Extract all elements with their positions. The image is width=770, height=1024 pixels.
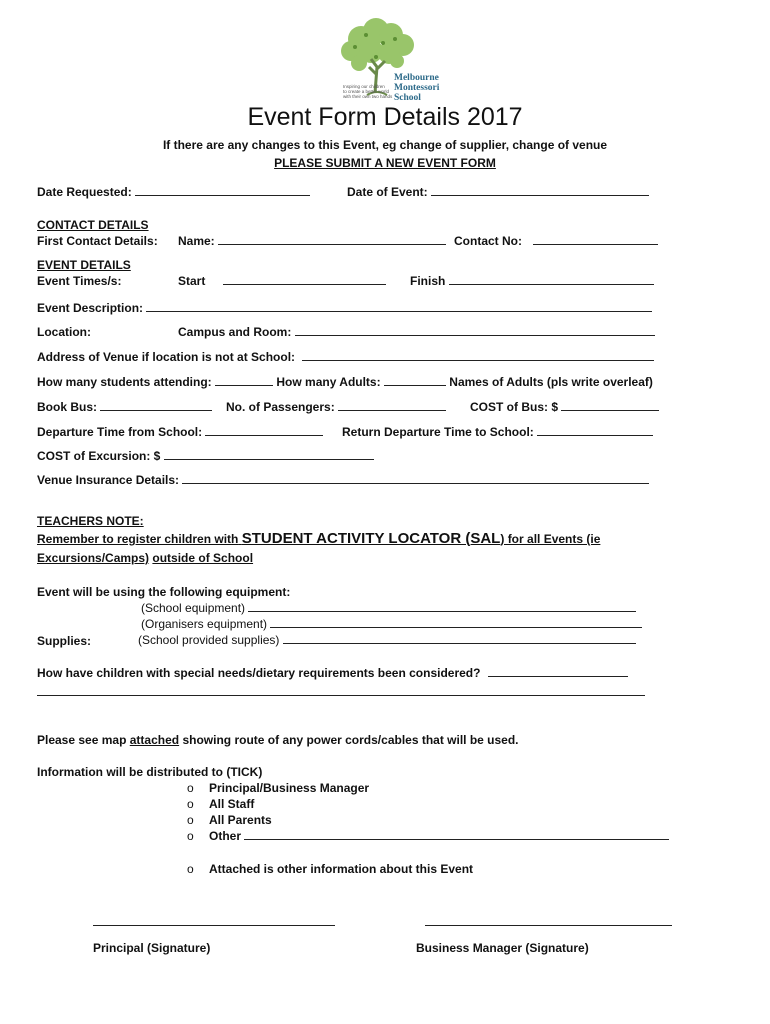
outside-school: outside of School — [152, 551, 254, 565]
departure-time-field[interactable] — [205, 425, 323, 436]
page-title: Event Form Details 2017 — [247, 103, 523, 131]
return-time-label: Return Departure Time to School: — [342, 425, 534, 439]
students-attending-label: How many students attending: — [37, 375, 212, 389]
school-equipment-label: (School equipment) — [141, 601, 246, 615]
principal-signature-line[interactable] — [93, 925, 335, 926]
distribution-heading: Information will be distributed to (TICK) — [37, 765, 263, 779]
no-passengers-field[interactable] — [338, 400, 446, 411]
logo-tagline: Inspiring our children — [343, 84, 385, 89]
finish-label: Finish — [410, 274, 446, 288]
cost-excursion-row — [37, 449, 374, 463]
sal-emphasis: STUDENT ACTIVITY LOCATOR (SAL — [241, 530, 501, 547]
cost-bus-row — [470, 400, 659, 414]
campus-room-field[interactable] — [295, 325, 655, 336]
organisers-equipment-label: (Organisers equipment) — [141, 617, 268, 631]
start-label: Start — [178, 274, 206, 288]
logo-name-line: Montessori — [394, 83, 440, 93]
attendance-row — [37, 375, 653, 389]
special-needs-label: How have children with special needs/dietary requirements been considered? — [37, 666, 481, 680]
book-bus-row — [37, 400, 212, 414]
date-requested-row — [37, 185, 310, 199]
map-note-prefix: Please see map — [37, 733, 127, 747]
option-label: Attached is other information about this Event — [209, 862, 474, 876]
event-times-label: Event Times/s: — [37, 274, 122, 288]
date-of-event-field[interactable] — [431, 185, 649, 196]
venue-insurance-label: Venue Insurance Details: — [37, 473, 180, 487]
date-of-event-row — [347, 185, 649, 199]
event-description-field[interactable] — [146, 301, 652, 312]
passengers-row — [226, 400, 446, 414]
name-label: Name: — [178, 234, 215, 248]
option-label: All Staff — [209, 797, 255, 811]
no-passengers-label: No. of Passengers: — [226, 400, 335, 414]
checkbox-bullet-icon[interactable]: o — [187, 813, 194, 827]
logo-tagline: with their own two hands — [343, 94, 393, 99]
return-row — [342, 425, 653, 439]
event-description-row — [37, 301, 652, 315]
venue-insurance-row — [37, 473, 649, 487]
option-label: All Parents — [209, 813, 272, 827]
contact-no-label: Contact No: — [454, 234, 522, 248]
teachers-note-prefix: Remember to register children with — [37, 532, 239, 546]
cost-bus-label: COST of Bus: $ — [470, 400, 559, 414]
map-note — [37, 733, 519, 747]
location-label: Location: — [37, 325, 91, 339]
distribution-option-all-staff[interactable] — [187, 797, 255, 811]
name-field[interactable] — [218, 234, 446, 245]
how-many-adults-label: How many Adults: — [276, 375, 381, 389]
school-equipment-row — [141, 601, 636, 615]
names-of-adults-label: Names of Adults (pls write overleaf) — [449, 375, 653, 389]
checkbox-bullet-icon[interactable]: o — [187, 781, 194, 795]
contact-no-field[interactable] — [533, 234, 658, 245]
distribution-option-attached[interactable] — [187, 862, 474, 876]
supplies-label: Supplies: — [37, 634, 92, 648]
logo-name-line: Melbourne — [394, 73, 439, 83]
departure-row — [37, 425, 323, 439]
logo-name-line: School — [394, 93, 421, 103]
option-label: Principal/Business Manager — [209, 781, 370, 795]
campus-room-label: Campus and Room: — [178, 325, 292, 339]
cost-excursion-label: COST of Excursion: $ — [37, 449, 161, 463]
students-attending-field[interactable] — [215, 375, 273, 386]
principal-signature-label: Principal (Signature) — [93, 941, 211, 955]
business-manager-signature-line[interactable] — [425, 925, 672, 926]
school-supplies-field[interactable] — [283, 633, 636, 644]
map-note-suffix: showing route of any power cords/cables that will be used. — [182, 733, 519, 747]
business-manager-signature-label: Business Manager (Signature) — [416, 941, 589, 955]
organisers-equipment-row — [141, 617, 642, 631]
school-supplies-label: (School provided supplies) — [138, 633, 280, 647]
event-details-heading: EVENT DETAILS — [37, 258, 131, 272]
special-needs-field-2[interactable] — [37, 694, 645, 696]
departure-time-label: Departure Time from School: — [37, 425, 203, 439]
book-bus-field[interactable] — [100, 400, 212, 411]
date-requested-label: Date Requested: — [37, 185, 132, 199]
school-logo — [331, 17, 441, 103]
organisers-equipment-field[interactable] — [270, 617, 642, 628]
return-time-field[interactable] — [537, 425, 653, 436]
subtitle: If there are any changes to this Event, eg change of supplier, change of venue — [162, 138, 608, 152]
how-many-adults-field[interactable] — [384, 375, 446, 386]
finish-field[interactable] — [449, 274, 654, 285]
first-contact-label: First Contact Details: — [37, 234, 158, 248]
cost-bus-field[interactable] — [561, 400, 659, 411]
start-field[interactable] — [223, 274, 386, 285]
teachers-note-heading: TEACHERS NOTE: — [37, 514, 144, 528]
distribution-option-all-parents[interactable] — [187, 813, 272, 827]
submit-notice: PLEASE SUBMIT A NEW EVENT FORM — [274, 156, 496, 170]
contact-no-row — [454, 234, 658, 248]
address-venue-field[interactable] — [302, 350, 654, 361]
distribution-option-principal[interactable] — [187, 781, 370, 795]
teachers-note-line1 — [37, 530, 600, 547]
distribution-option-other[interactable] — [187, 829, 242, 843]
cost-excursion-field[interactable] — [164, 449, 374, 460]
address-venue-label: Address of Venue if location is not at School: — [37, 350, 296, 364]
event-description-label: Event Description: — [37, 301, 144, 315]
special-needs-field[interactable] — [488, 666, 628, 677]
campus-room-row — [178, 325, 655, 339]
excursions-camps: Excursions/Camps) — [37, 551, 150, 565]
checkbox-bullet-icon[interactable]: o — [187, 797, 194, 811]
start-row — [178, 274, 386, 288]
map-attached-link: attached — [129, 733, 180, 747]
equipment-heading: Event will be using the following equipment: — [37, 585, 291, 599]
special-needs-row — [37, 666, 628, 680]
book-bus-label: Book Bus: — [37, 400, 97, 414]
other-field[interactable] — [244, 829, 669, 840]
venue-insurance-field[interactable] — [182, 473, 649, 484]
school-equipment-field[interactable] — [248, 601, 636, 612]
contact-details-heading: CONTACT DETAILS — [37, 218, 149, 232]
logo-tagline: to create a better world — [343, 89, 390, 94]
checkbox-bullet-icon[interactable]: o — [187, 862, 194, 876]
finish-row — [410, 274, 654, 288]
option-label — [209, 829, 669, 843]
school-supplies-row — [138, 633, 636, 647]
checkbox-bullet-icon[interactable]: o — [187, 829, 194, 843]
date-requested-field[interactable] — [135, 185, 310, 196]
address-venue-row — [37, 350, 654, 364]
other-label: Other — [209, 829, 242, 843]
teachers-note-line2 — [37, 551, 253, 565]
name-row — [178, 234, 446, 248]
teachers-note-suffix: ) for all Events (ie — [500, 532, 601, 546]
date-of-event-label: Date of Event: — [347, 185, 428, 199]
